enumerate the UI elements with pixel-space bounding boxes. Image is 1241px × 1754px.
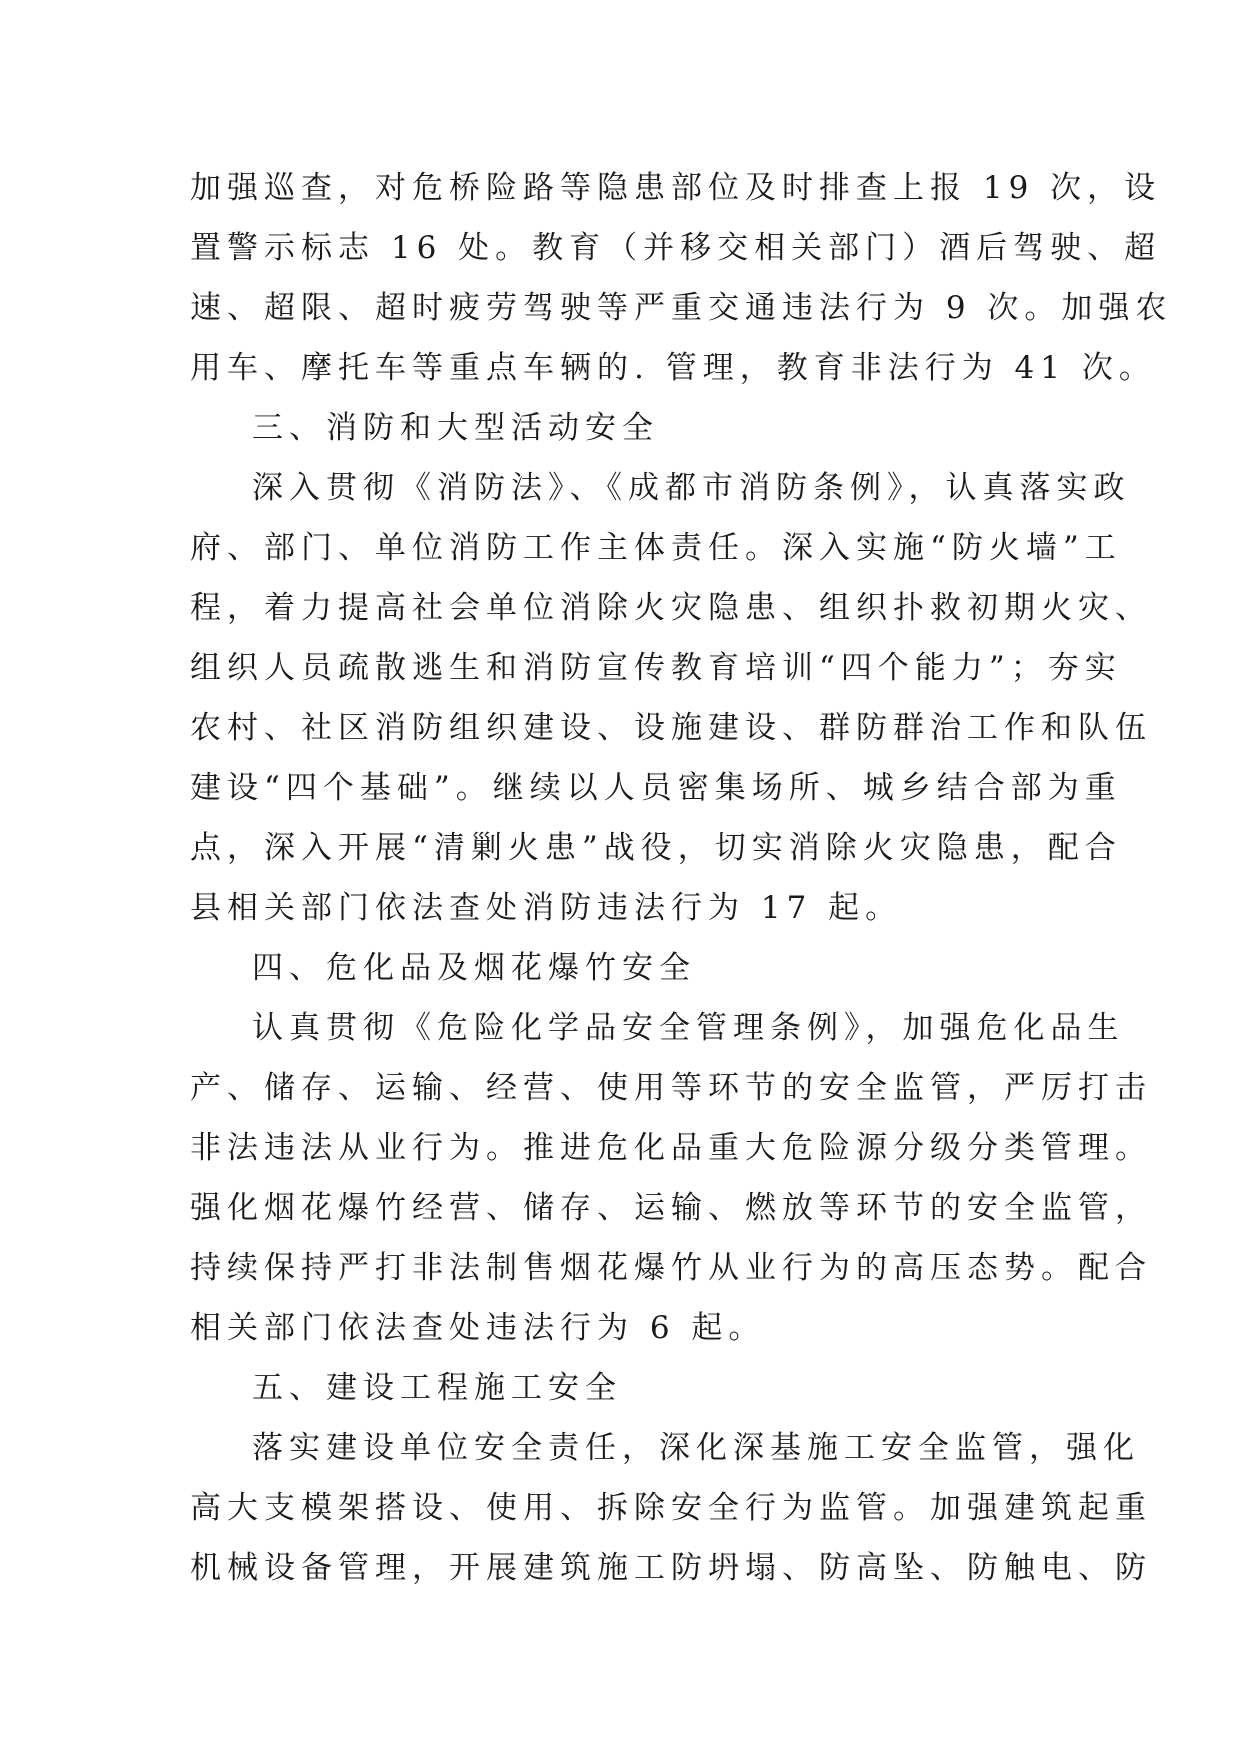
paragraph-line: 机械设备管理，开展建筑施工防坍塌、防高坠、防触电、防 (190, 1550, 1152, 1586)
paragraph-line: 落实建设单位安全责任，深化深基施工安全监管，强化 (252, 1430, 1140, 1466)
paragraph-line: 深入贯彻《消防法》、《成都市消防条例》，认真落实政 (252, 470, 1131, 506)
paragraph-line: 持续保持严打非法制售烟花爆竹从业行为的高压态势。配合 (190, 1250, 1152, 1286)
paragraph-line: 点，深入开展“清剿火患”战役，切实消除火灾隐患，配合 (190, 830, 1122, 866)
paragraph-line: 高大支模架搭设、使用、拆除安全行为监管。加强建筑起重 (190, 1490, 1152, 1526)
paragraph-line: 建设“四个基础”。继续以人员密集场所、城乡结合部为重 (190, 770, 1122, 806)
paragraph-line: 农村、社区消防组织建设、设施建设、群防群治工作和队伍 (190, 710, 1152, 746)
section-heading: 五、建设工程施工安全 (252, 1370, 622, 1406)
section-heading: 三、消防和大型活动安全 (252, 410, 659, 446)
paragraph-line: 用车、摩托车等重点车辆的. 管理，教育非法行为 41 次。 (190, 350, 1156, 386)
paragraph-line: 认真贯彻《危险化学品安全管理条例》，加强危化品生 (252, 1010, 1125, 1046)
paragraph-line: 组织人员疏散逃生和消防宣传教育培训“四个能力”；夯实 (190, 650, 1122, 686)
paragraph-line: 加强巡查，对危桥险路等隐患部位及时排查上报 19 次，设 (190, 170, 1162, 206)
paragraph-line: 县相关部门依法查处消防违法行为 17 起。 (190, 890, 903, 926)
paragraph-line: 程，着力提高社会单位消除火灾隐患、组织扑救初期火灾、 (190, 590, 1152, 626)
paragraph-line: 相关部门依法查处违法行为 6 起。 (190, 1310, 766, 1346)
section-heading: 四、危化品及烟花爆竹安全 (252, 950, 696, 986)
paragraph-line: 非法违法从业行为。推进危化品重大危险源分级分类管理。 (190, 1130, 1152, 1166)
paragraph-line: 产、储存、运输、经营、使用等环节的安全监管，严厉打击 (190, 1070, 1152, 1106)
paragraph-line: 府、部门、单位消防工作主体责任。深入实施“防火墙”工 (190, 530, 1122, 566)
paragraph-line: 置警示标志 16 处。教育（并移交相关部门）酒后驾驶、超 (190, 230, 1162, 266)
paragraph-line: 速、超限、超时疲劳驾驶等严重交通违法行为 9 次。加强农 (190, 290, 1173, 326)
paragraph-line: 强化烟花爆竹经营、储存、运输、燃放等环节的安全监管， (190, 1190, 1152, 1226)
document-body (190, 158, 1173, 1598)
